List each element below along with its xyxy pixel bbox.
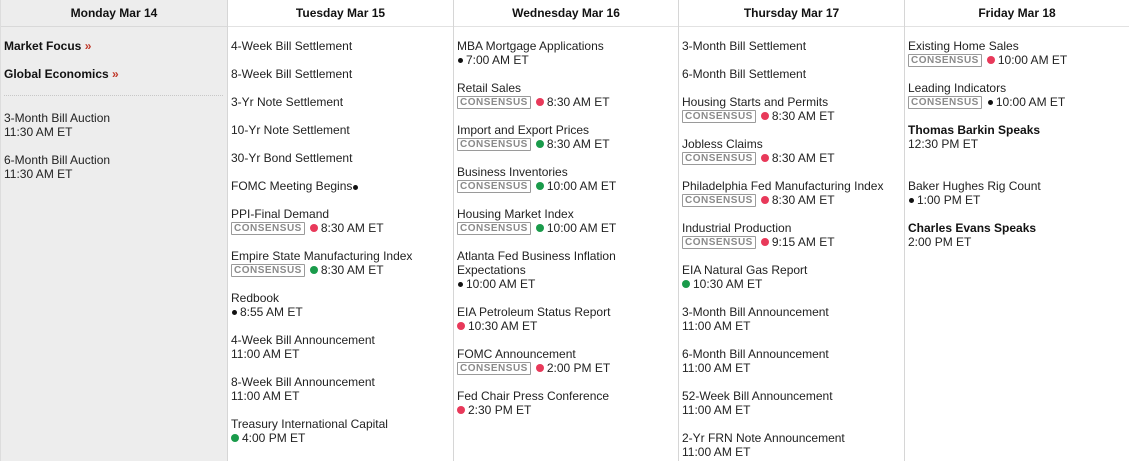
calendar-event[interactable]	[231, 417, 449, 445]
calendar-event[interactable]	[682, 67, 900, 81]
event-title[interactable]	[457, 81, 674, 95]
event-meta	[457, 221, 674, 235]
event-title[interactable]	[682, 137, 900, 151]
event-title[interactable]	[908, 39, 1125, 53]
event-time: 10:00 AM ET	[546, 179, 617, 193]
calendar-event[interactable]	[457, 305, 674, 333]
event-meta	[457, 95, 674, 109]
event-meta	[908, 235, 1125, 249]
status-dot-icon	[458, 282, 463, 287]
event-title[interactable]	[231, 39, 449, 53]
chevron-right-icon: »	[112, 67, 119, 81]
event-title[interactable]	[231, 207, 449, 221]
consensus-badge[interactable]: CONSENSUS	[457, 222, 531, 235]
status-dot-icon	[909, 198, 914, 203]
event-time: 8:30 AM ET	[546, 95, 610, 109]
day-column	[679, 0, 905, 461]
status-dot-icon	[536, 182, 544, 190]
event-time: 11:00 AM ET	[682, 361, 751, 375]
event-time: 4:00 PM ET	[242, 431, 306, 445]
event-meta	[682, 319, 900, 333]
event-title[interactable]	[457, 165, 674, 179]
consensus-badge[interactable]: CONSENSUS	[682, 236, 756, 249]
calendar-event[interactable]	[682, 221, 900, 249]
event-title-text: 4-Week Bill Announcement	[231, 333, 375, 347]
day-header: Wednesday Mar 16	[454, 0, 678, 27]
status-dot-icon	[536, 364, 544, 372]
calendar-event[interactable]	[908, 39, 1125, 67]
consensus-badge[interactable]: CONSENSUS	[908, 54, 982, 67]
event-title-text: Import and Export Prices	[457, 123, 590, 137]
event-meta	[231, 389, 449, 403]
chevron-right-icon: »	[84, 39, 92, 53]
status-dot-icon	[536, 140, 544, 148]
event-title[interactable]	[231, 333, 449, 347]
calendar-event[interactable]	[457, 347, 674, 375]
consensus-badge[interactable]: CONSENSUS	[682, 194, 756, 207]
event-title[interactable]	[682, 221, 900, 235]
event-title-text: 52-Week Bill Announcement	[682, 389, 833, 403]
event-title[interactable]	[682, 305, 900, 319]
calendar-event[interactable]	[231, 39, 449, 53]
event-title-text: 10-Yr Note Settlement	[231, 123, 350, 137]
calendar-event[interactable]	[908, 123, 1125, 151]
event-time: 1:00 PM ET	[917, 193, 981, 207]
event-title-text: 2-Yr FRN Note Announcement	[682, 431, 845, 445]
consensus-badge[interactable]: CONSENSUS	[231, 264, 305, 277]
event-meta	[682, 235, 900, 249]
event-title[interactable]	[682, 67, 900, 81]
event-meta	[457, 179, 674, 193]
event-title[interactable]	[682, 389, 900, 403]
consensus-badge[interactable]: CONSENSUS	[908, 96, 982, 109]
event-time: 10:00 AM ET	[995, 95, 1066, 109]
event-time: 11:00 AM ET	[231, 347, 300, 361]
event-time: 11:00 AM ET	[682, 319, 751, 333]
event-title[interactable]	[231, 375, 449, 389]
event-time: 9:15 AM ET	[771, 235, 835, 249]
link-global-economics[interactable]	[4, 67, 223, 81]
event-meta	[457, 137, 674, 151]
event-title-text: FOMC Meeting Begins	[231, 179, 353, 193]
consensus-badge[interactable]: CONSENSUS	[231, 222, 305, 235]
event-title-text: Housing Starts and Permits	[682, 95, 829, 109]
event-title[interactable]	[682, 263, 900, 277]
event-title[interactable]	[457, 347, 674, 361]
event-title[interactable]	[682, 179, 900, 193]
event-title-text: Treasury International Capital	[231, 417, 388, 431]
event-title[interactable]	[231, 291, 449, 305]
status-dot-icon	[536, 224, 544, 232]
event-title[interactable]	[231, 151, 449, 165]
event-title[interactable]	[231, 417, 449, 431]
calendar-event[interactable]	[682, 347, 900, 375]
event-title-text: Fed Chair Press Conference	[457, 389, 610, 403]
event-title-text: Redbook	[231, 291, 280, 305]
day-events	[905, 27, 1129, 249]
consensus-badge[interactable]: CONSENSUS	[457, 96, 531, 109]
event-time: 2:00 PM ET	[908, 235, 972, 249]
event-title[interactable]	[457, 123, 674, 137]
link-label: Market Focus	[4, 39, 82, 53]
event-time: 8:30 AM ET	[771, 193, 835, 207]
event-title-text: 30-Yr Bond Settlement	[231, 151, 353, 165]
calendar-event[interactable]	[908, 81, 1125, 109]
event-title-text: Business Inventories	[457, 165, 568, 179]
day-header: Thursday Mar 17	[679, 0, 904, 27]
event-title-text: Empire State Manufacturing Index	[231, 249, 413, 263]
day-header: Monday Mar 14	[1, 0, 227, 27]
event-time: 10:00 AM ET	[546, 221, 617, 235]
day-events	[679, 27, 904, 459]
event-title[interactable]	[231, 67, 449, 81]
event-title-text: FOMC Announcement	[457, 347, 576, 361]
status-dot-icon	[761, 196, 769, 204]
calendar-event[interactable]	[457, 39, 674, 67]
event-meta	[908, 193, 1125, 207]
day-column	[1, 0, 228, 461]
event-title[interactable]	[908, 221, 1125, 235]
event-title-text: Thomas Barkin Speaks	[908, 123, 1041, 137]
event-time: 8:30 AM ET	[546, 137, 610, 151]
event-time: 11:30 AM ET	[4, 167, 73, 181]
event-title-text: 6-Month Bill Auction	[4, 153, 111, 167]
link-label: Global Economics	[4, 67, 109, 81]
calendar-event[interactable]	[457, 81, 674, 109]
status-dot-icon	[353, 185, 358, 190]
event-title[interactable]	[908, 81, 1125, 95]
calendar-event[interactable]	[682, 389, 900, 417]
event-time: 8:30 AM ET	[320, 263, 384, 277]
event-time: 11:30 AM ET	[4, 125, 73, 139]
event-meta	[231, 347, 449, 361]
calendar-event[interactable]	[4, 153, 223, 181]
event-title[interactable]	[231, 95, 449, 109]
event-title-text: PPI-Final Demand	[231, 207, 330, 221]
link-market-focus[interactable]	[4, 39, 223, 53]
event-meta	[231, 221, 449, 235]
event-meta	[457, 319, 674, 333]
calendar-event[interactable]	[231, 123, 449, 137]
event-title-text: MBA Mortgage Applications	[457, 39, 604, 53]
status-dot-icon	[232, 310, 237, 315]
event-time: 11:00 AM ET	[682, 445, 751, 459]
event-time: 8:55 AM ET	[240, 305, 303, 319]
event-time: 11:00 AM ET	[231, 389, 300, 403]
event-title-text: 8-Week Bill Settlement	[231, 67, 353, 81]
event-title-text: Atlanta Fed Business Inflation Expectations	[457, 249, 616, 277]
day-events	[454, 27, 678, 417]
status-dot-icon	[682, 280, 690, 288]
calendar-event[interactable]	[682, 39, 900, 53]
event-meta	[231, 431, 449, 445]
consensus-badge[interactable]: CONSENSUS	[682, 152, 756, 165]
event-title[interactable]	[457, 207, 674, 221]
event-title[interactable]	[457, 249, 674, 277]
event-title-text: Housing Market Index	[457, 207, 574, 221]
event-title[interactable]	[457, 305, 674, 319]
calendar-event[interactable]	[457, 249, 674, 291]
event-title[interactable]	[457, 389, 674, 403]
day-column	[454, 0, 679, 461]
event-meta	[908, 53, 1125, 67]
event-time: 10:00 AM ET	[997, 53, 1068, 67]
calendar-event[interactable]	[231, 67, 449, 81]
calendar-event[interactable]	[231, 95, 449, 109]
status-dot-icon	[310, 224, 318, 232]
calendar-event[interactable]	[231, 179, 449, 193]
event-meta	[682, 193, 900, 207]
event-title-text: Retail Sales	[457, 81, 522, 95]
consensus-badge[interactable]: CONSENSUS	[457, 180, 531, 193]
event-title[interactable]	[4, 111, 223, 125]
event-meta	[682, 277, 900, 291]
event-meta	[682, 403, 900, 417]
event-time: 2:00 PM ET	[546, 361, 611, 375]
event-title[interactable]	[457, 39, 674, 53]
status-dot-icon	[761, 238, 769, 246]
calendar-event[interactable]	[682, 95, 900, 123]
calendar-event[interactable]	[231, 207, 449, 235]
status-dot-icon	[987, 56, 995, 64]
event-title-text: Jobless Claims	[682, 137, 763, 151]
event-title-text: Charles Evans Speaks	[908, 221, 1037, 235]
calendar-event[interactable]	[457, 207, 674, 235]
calendar-event[interactable]	[682, 305, 900, 333]
calendar-event[interactable]	[231, 291, 449, 319]
event-time: 8:30 AM ET	[320, 221, 384, 235]
event-title-text: 6-Month Bill Announcement	[682, 347, 829, 361]
event-time: 10:30 AM ET	[468, 319, 538, 333]
event-title[interactable]	[231, 123, 449, 137]
event-time: 10:00 AM ET	[466, 277, 536, 291]
event-meta	[682, 109, 900, 123]
calendar-event[interactable]	[231, 375, 449, 403]
event-meta	[4, 167, 223, 181]
event-title[interactable]	[682, 431, 900, 445]
event-meta	[457, 403, 674, 417]
event-title-text: Philadelphia Fed Manufacturing Index	[682, 179, 884, 193]
status-dot-icon	[457, 322, 465, 330]
event-title[interactable]	[231, 179, 449, 193]
event-title-text: 3-Yr Note Settlement	[231, 95, 344, 109]
event-meta	[908, 137, 1125, 151]
event-title[interactable]	[908, 179, 1125, 193]
event-title[interactable]	[682, 347, 900, 361]
calendar-event[interactable]	[231, 333, 449, 361]
calendar-event[interactable]	[682, 179, 900, 207]
day-column	[228, 0, 454, 461]
status-dot-icon	[458, 58, 463, 63]
day-header: Friday Mar 18	[905, 0, 1129, 27]
event-title-text: Baker Hughes Rig Count	[908, 179, 1041, 193]
event-time: 12:30 PM ET	[908, 137, 979, 151]
status-dot-icon	[310, 266, 318, 274]
status-dot-icon	[761, 112, 769, 120]
day-header: Tuesday Mar 15	[228, 0, 453, 27]
calendar-event[interactable]	[457, 389, 674, 417]
calendar-event[interactable]	[682, 263, 900, 291]
event-time: 11:00 AM ET	[682, 403, 751, 417]
event-title[interactable]	[4, 153, 223, 167]
calendar-event[interactable]	[231, 249, 449, 277]
calendar-event[interactable]	[4, 111, 223, 139]
event-title-text: Existing Home Sales	[908, 39, 1019, 53]
event-meta	[4, 125, 223, 139]
event-title[interactable]	[908, 123, 1125, 137]
event-title-text: EIA Petroleum Status Report	[457, 305, 611, 319]
event-title-text: 4-Week Bill Settlement	[231, 39, 353, 53]
calendar-event[interactable]	[908, 179, 1125, 207]
event-meta	[682, 151, 900, 165]
event-time: 8:30 AM ET	[771, 109, 835, 123]
calendar-event[interactable]	[457, 165, 674, 193]
day-events	[1, 27, 227, 181]
event-time: 10:30 AM ET	[693, 277, 763, 291]
event-time: 2:30 PM ET	[468, 403, 532, 417]
event-title-text: 3-Month Bill Settlement	[682, 39, 807, 53]
event-meta	[231, 263, 449, 277]
event-title-text: 3-Month Bill Auction	[4, 111, 111, 125]
event-meta	[682, 445, 900, 459]
status-dot-icon	[457, 406, 465, 414]
calendar-event[interactable]	[682, 137, 900, 165]
consensus-badge[interactable]: CONSENSUS	[457, 138, 531, 151]
status-dot-icon	[231, 434, 239, 442]
event-meta	[231, 305, 449, 319]
day-events	[228, 27, 453, 445]
event-title-text: Industrial Production	[682, 221, 792, 235]
event-time: 8:30 AM ET	[771, 151, 835, 165]
event-meta	[457, 277, 674, 291]
event-meta	[908, 95, 1125, 109]
event-title[interactable]	[682, 39, 900, 53]
event-meta	[682, 361, 900, 375]
event-time: 7:00 AM ET	[466, 53, 529, 67]
event-title-text: 3-Month Bill Announcement	[682, 305, 829, 319]
day-column	[905, 0, 1129, 461]
status-dot-icon	[761, 154, 769, 162]
status-dot-icon	[536, 98, 544, 106]
consensus-badge[interactable]: CONSENSUS	[682, 110, 756, 123]
event-title[interactable]	[231, 249, 449, 263]
event-title-text: 6-Month Bill Settlement	[682, 67, 807, 81]
event-title-text: Leading Indicators	[908, 81, 1007, 95]
calendar-event[interactable]	[682, 431, 900, 459]
status-dot-icon	[988, 100, 993, 105]
event-title[interactable]	[682, 95, 900, 109]
calendar-event[interactable]	[231, 151, 449, 165]
consensus-badge[interactable]: CONSENSUS	[457, 362, 531, 375]
event-meta	[457, 361, 674, 375]
event-title-text: 8-Week Bill Announcement	[231, 375, 375, 389]
event-title-text: EIA Natural Gas Report	[682, 263, 808, 277]
divider	[4, 95, 223, 96]
event-meta	[457, 53, 674, 67]
calendar-event[interactable]	[908, 221, 1125, 249]
calendar-event[interactable]	[457, 123, 674, 151]
